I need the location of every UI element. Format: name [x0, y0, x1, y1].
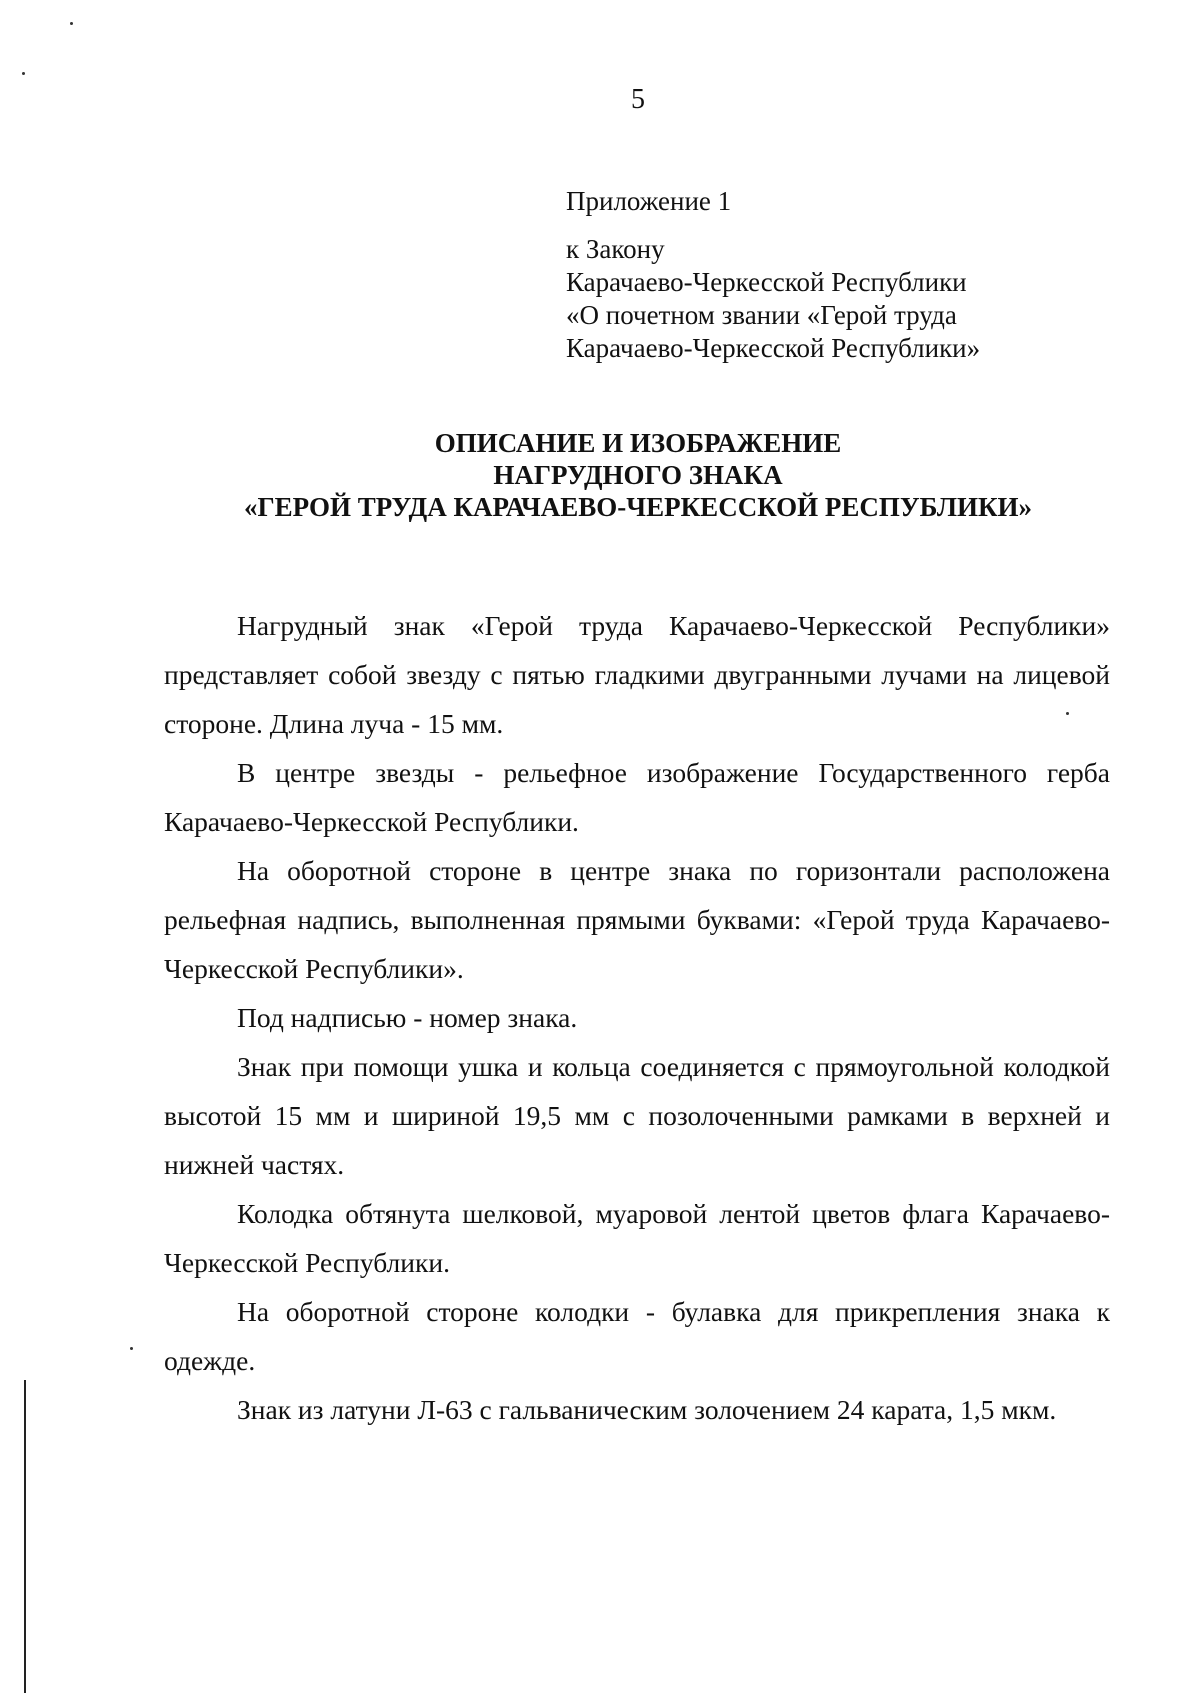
scan-speck	[22, 72, 25, 75]
appendix-line: Карачаево-Черкесской Республики	[566, 267, 967, 297]
body-paragraph: Знак при помощи ушка и кольца соединяется с прямоугольной колодкой высотой 15 мм и шириной 19,5 мм с позолоченными рамками в верхней и нижней частях.	[164, 1051, 1110, 1180]
body-paragraph: На оборотной стороне в центре знака по горизонтали расположена рельефная надпись, выполненная прямыми буквами: «Герой труда Карачаево-Черкесской Республики».	[164, 855, 1110, 984]
heading-line: НАГРУДНОГО ЗНАКА	[493, 460, 783, 490]
page-number: 5	[631, 84, 645, 115]
document-body	[164, 601, 1110, 1434]
appendix-line: Карачаево-Черкесской Республики»	[566, 333, 981, 363]
scan-speck	[70, 22, 73, 25]
appendix-line: «О почетном звании «Герой труда	[566, 300, 957, 330]
body-paragraph: Нагрудный знак «Герой труда Карачаево-Черкесской Республики» представляет собой звезду с пятью гладкими двугранными лучами на лицевой стороне. Длина луча - 15 мм.	[164, 610, 1110, 739]
appendix-title: Приложение 1	[566, 186, 732, 216]
appendix-line: к Закону	[566, 234, 665, 264]
heading-line: «ГЕРОЙ ТРУДА КАРАЧАЕВО-ЧЕРКЕССКОЙ РЕСПУБЛИКИ»	[243, 492, 1033, 522]
body-paragraph: На оборотной стороне колодки - булавка для прикрепления знака к одежде.	[164, 1296, 1110, 1376]
body-paragraph: Знак из латуни Л-63 с гальваническим золочением 24 карата, 1,5 мкм.	[237, 1394, 1057, 1425]
body-paragraph: Под надписью - номер знака.	[237, 1002, 578, 1033]
body-paragraph: В центре звезды - рельефное изображение Государственного герба Карачаево-Черкесской Республики.	[164, 757, 1110, 837]
appendix-block	[566, 185, 980, 365]
body-paragraph: Колодка обтянута шелковой, муаровой лентой цветов флага Карачаево-Черкесской Республики.	[164, 1198, 1110, 1278]
document-heading	[0, 427, 1200, 523]
scan-speck	[130, 1347, 133, 1350]
heading-line: ОПИСАНИЕ И ИЗОБРАЖЕНИЕ	[434, 428, 842, 458]
scan-edge-line	[24, 1380, 26, 1693]
